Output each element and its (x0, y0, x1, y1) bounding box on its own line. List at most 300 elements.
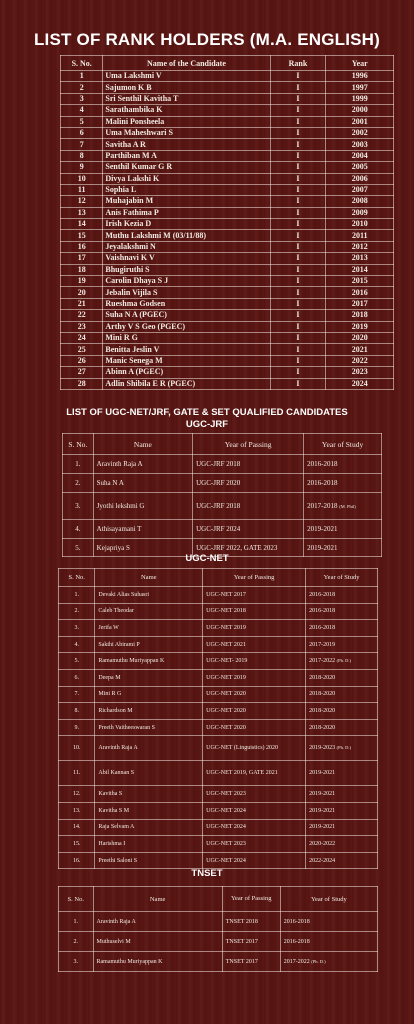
cell-name: Harishma I (95, 836, 203, 853)
table-row (61, 355, 394, 366)
col-header-pass: Year of Passing (203, 569, 306, 587)
cell-sno: 26 (61, 355, 103, 366)
cell-study (306, 620, 378, 637)
cell-name: Sophia L (103, 184, 270, 195)
cell-sno: 4. (63, 520, 94, 539)
cell-study (304, 493, 382, 520)
cell-year: 2016 (326, 287, 394, 298)
cell-rank: I (270, 230, 326, 241)
table-row (59, 669, 378, 686)
cell-sno: 3. (59, 952, 94, 972)
cell-sno: 15. (59, 836, 95, 853)
cell-name: Deepa M (95, 669, 203, 686)
table-row (59, 736, 378, 761)
cell-rank: I (270, 173, 326, 184)
study-years: 2016-2018 (307, 460, 338, 468)
table-row (59, 852, 378, 869)
cell-name: Mini R G (103, 332, 270, 343)
tnset-table (58, 886, 378, 972)
cell-pass: UGC-JRF 2018 (193, 493, 304, 520)
table-row (61, 173, 394, 184)
cell-sno: 17 (61, 253, 103, 264)
cell-study (306, 852, 378, 869)
cell-rank: I (270, 367, 326, 378)
cell-rank: I (270, 116, 326, 127)
cell-pass: UGC-NET 2020 (203, 686, 306, 703)
table-row (61, 105, 394, 116)
cell-pass: UGC-JRF 2022, GATE 2023 (193, 539, 304, 557)
table-row (59, 620, 378, 637)
cell-rank: I (270, 93, 326, 104)
study-years: 2018-2020 (309, 691, 336, 698)
table-row (61, 196, 394, 207)
cell-sno: 21 (61, 298, 103, 309)
study-note: (M. Phil) (339, 503, 356, 509)
cell-sno: 9. (59, 719, 95, 736)
cell-name: Kavitha S M (95, 802, 203, 819)
cell-pass: UGC-JRF 2020 (193, 474, 304, 493)
cell-name: Benitta Jeslin V (103, 344, 270, 355)
cell-pass: UGC-NET 2023 (203, 786, 306, 803)
cell-name: Malini Ponsheela (103, 116, 270, 127)
cell-name: Senthil Kumar G R (103, 162, 270, 173)
cell-sno: 10. (59, 736, 95, 761)
cell-sno: 27 (61, 367, 103, 378)
cell-name: Parthiban M A (103, 150, 270, 161)
cell-sno: 6. (59, 669, 95, 686)
cell-sno: 5. (59, 653, 95, 670)
cell-name: Abil Kannan S (95, 761, 203, 786)
study-years: 2019-2021 (309, 791, 336, 798)
table-row (59, 686, 378, 703)
cell-name: Athisayamani T (93, 520, 192, 539)
cell-rank: I (270, 321, 326, 332)
cell-name: Jeyalakshmi N (103, 241, 270, 252)
col-header-study: Year of Study (304, 434, 382, 455)
cell-rank: I (270, 241, 326, 252)
cell-name: Vaishnavi K V (103, 253, 270, 264)
study-years: 2019-2023 (309, 745, 336, 752)
table-row (59, 703, 378, 720)
cell-name: Ramamuthu Muriyappan K (93, 952, 222, 972)
table-row (61, 71, 394, 82)
cell-sno: 2 (61, 82, 103, 93)
cell-name: Muhajabin M (103, 196, 270, 207)
table-row (61, 321, 394, 332)
table-row (59, 719, 378, 736)
cell-study (306, 587, 378, 604)
cell-pass: UGC-JRF 2018 (193, 455, 304, 474)
page-title: LIST OF RANK HOLDERS (M.A. ENGLISH) (33, 30, 381, 49)
cell-pass: TNSET 2017 (222, 932, 280, 952)
col-header-name: Name (93, 434, 192, 455)
cell-name: Uma Maheshwari S (103, 127, 270, 138)
cell-sno: 8. (59, 703, 95, 720)
col-header-sno: S. No. (59, 569, 95, 587)
cell-pass: UGC-NET 2021 (203, 636, 306, 653)
cell-name: Anis Fathima P (103, 207, 270, 218)
cell-rank: I (270, 298, 326, 309)
cell-name: Aravinth Raja A (93, 455, 192, 474)
cell-name: Jyothi lekshmi G (93, 493, 192, 520)
cell-name: Irish Kezia D (103, 219, 270, 230)
cell-pass: UGC-NET 2024 (203, 802, 306, 819)
cell-sno: 11. (59, 761, 95, 786)
cell-sno: 1. (59, 912, 94, 932)
cell-sno: 3. (63, 493, 94, 520)
cell-year: 1996 (326, 71, 394, 82)
cell-year: 2023 (326, 367, 394, 378)
cell-pass: UGC-NET 2019, GATE 2021 (203, 761, 306, 786)
cell-pass: UGC-NET- 2019 (203, 653, 306, 670)
cell-study (306, 719, 378, 736)
cell-rank: I (270, 355, 326, 366)
cell-rank: I (270, 71, 326, 82)
cell-name: Richardson M (95, 703, 203, 720)
table-row (61, 378, 394, 389)
cell-sno: 2. (59, 603, 95, 620)
table-row (59, 912, 378, 932)
cell-pass: UGC-NET 2024 (203, 819, 306, 836)
cell-year: 2021 (326, 344, 394, 355)
cell-rank: I (270, 332, 326, 343)
study-years: 2018-2020 (309, 707, 336, 714)
col-header-year: Year (326, 56, 394, 71)
study-years: 2016-2018 (307, 479, 338, 487)
cell-name: Carolin Dhaya S J (103, 276, 270, 287)
cell-sno: 22 (61, 310, 103, 321)
study-years: 2018-2020 (309, 674, 336, 681)
cell-rank: I (270, 264, 326, 275)
cell-study (304, 474, 382, 493)
cell-study (306, 669, 378, 686)
cell-name: Adlin Shibila E R (PGEC) (103, 378, 270, 389)
cell-study (306, 603, 378, 620)
study-years: 2019-2021 (309, 807, 336, 814)
cell-name: Aravinth Raja A (95, 736, 203, 761)
cell-name: Jerifa W (95, 620, 203, 637)
table-row (61, 82, 394, 93)
cell-sno: 1 (61, 71, 103, 82)
cell-study (306, 703, 378, 720)
table-row (61, 139, 394, 150)
rank-holders-table (60, 55, 394, 390)
table-row (59, 653, 378, 670)
study-years: 2018-2020 (309, 724, 336, 731)
cell-pass: UGC-NET 2020 (203, 719, 306, 736)
table-row (61, 162, 394, 173)
cell-rank: I (270, 82, 326, 93)
cell-year: 2015 (326, 276, 394, 287)
table-row (61, 184, 394, 195)
cell-sno: 20 (61, 287, 103, 298)
cell-study (306, 786, 378, 803)
table-row (59, 932, 378, 952)
cell-sno: 19 (61, 276, 103, 287)
cell-sno: 3 (61, 93, 103, 104)
cell-name: Sajumon K B (103, 82, 270, 93)
study-years: 2017-2022 (283, 958, 310, 965)
study-years: 2019-2021 (309, 770, 336, 777)
cell-pass: UGC-NET 2019 (203, 669, 306, 686)
cell-study (306, 819, 378, 836)
cell-year: 2017 (326, 298, 394, 309)
table-row (59, 952, 378, 972)
cell-name: Rueshma Godsen (103, 298, 270, 309)
cell-sno: 8 (61, 150, 103, 161)
cell-year: 2000 (326, 105, 394, 116)
cell-year: 2011 (326, 230, 394, 241)
cell-sno: 7. (59, 686, 95, 703)
table-row (61, 298, 394, 309)
table-row (63, 520, 382, 539)
cell-name: Jebalin Vijila S (103, 287, 270, 298)
cell-sno: 2. (59, 932, 94, 952)
cell-pass: UGC-NET 2018 (203, 603, 306, 620)
section-heading: LIST OF UGC-NET/JRF, GATE & SET QUALIFIED CANDIDATES (66, 407, 348, 418)
col-header-pass: Year of Passing (193, 434, 304, 455)
cell-study (306, 736, 378, 761)
cell-study (306, 836, 378, 853)
table-row (59, 636, 378, 653)
col-header-name: Name of the Candidate (103, 56, 270, 71)
table-row (63, 493, 382, 520)
cell-name: Preeth Vaitheeswaran S (95, 719, 203, 736)
cell-name: Sarathambika K (103, 105, 270, 116)
cell-rank: I (270, 127, 326, 138)
cell-sno: 6 (61, 127, 103, 138)
table-row (61, 207, 394, 218)
cell-pass: UGC-NET 2020 (203, 703, 306, 720)
cell-name: Muthuselvi M (93, 932, 222, 952)
cell-rank: I (270, 310, 326, 321)
table-row (63, 474, 382, 493)
cell-sno: 4 (61, 105, 103, 116)
cell-rank: I (270, 196, 326, 207)
study-note: (Ph. D.) (336, 745, 351, 751)
ugc-jrf-table (62, 433, 382, 557)
cell-sno: 16 (61, 241, 103, 252)
cell-sno: 1. (59, 587, 95, 604)
study-years: 2016-2018 (309, 608, 336, 615)
cell-rank: I (270, 287, 326, 298)
cell-year: 2009 (326, 207, 394, 218)
cell-sno: 11 (61, 184, 103, 195)
cell-name: Devaki Alias Suhasri (95, 587, 203, 604)
cell-rank: I (270, 219, 326, 230)
cell-pass: UGC-NET 2023 (203, 836, 306, 853)
table-row (61, 93, 394, 104)
cell-name: Abinn A (PGEC) (103, 367, 270, 378)
cell-sno: 3. (59, 620, 95, 637)
cell-study (306, 636, 378, 653)
table-row (59, 761, 378, 786)
cell-name: Arthy V S Geo (PGEC) (103, 321, 270, 332)
table-row (59, 603, 378, 620)
cell-year: 2013 (326, 253, 394, 264)
ugc-net-table (58, 568, 378, 869)
cell-rank: I (270, 344, 326, 355)
cell-rank: I (270, 253, 326, 264)
cell-study (306, 802, 378, 819)
cell-pass: UGC-JRF 2024 (193, 520, 304, 539)
study-years: 2019-2021 (309, 824, 336, 831)
cell-pass: UGC-NET 2017 (203, 587, 306, 604)
cell-pass: UGC-NET 2024 (203, 852, 306, 869)
cell-name: Aravinth Raja A (93, 912, 222, 932)
cell-pass: TNSET 2018 (222, 912, 280, 932)
cell-study (304, 455, 382, 474)
cell-sno: 14 (61, 219, 103, 230)
col-header-rank: Rank (270, 56, 326, 71)
study-years: 2019-2021 (307, 525, 338, 533)
cell-year: 2007 (326, 184, 394, 195)
cell-name: Muthu Lakshmi M (03/11/88) (103, 230, 270, 241)
study-years: 2016-2018 (309, 591, 336, 598)
cell-sno: 9 (61, 162, 103, 173)
cell-sno: 13. (59, 802, 95, 819)
cell-year: 1997 (326, 82, 394, 93)
study-years: 2016-2018 (309, 624, 336, 631)
cell-sno: 25 (61, 344, 103, 355)
cell-sno: 24 (61, 332, 103, 343)
table-row (61, 127, 394, 138)
cell-year: 1999 (326, 93, 394, 104)
cell-study (280, 912, 377, 932)
cell-name: Kavitha S (95, 786, 203, 803)
table-row (61, 230, 394, 241)
col-header-sno: S. No. (63, 434, 94, 455)
cell-name: Divya Lakshi K (103, 173, 270, 184)
cell-year: 2020 (326, 332, 394, 343)
cell-year: 2008 (326, 196, 394, 207)
table-row (61, 253, 394, 264)
cell-sno: 10 (61, 173, 103, 184)
table-row (61, 310, 394, 321)
table-row (61, 332, 394, 343)
cell-year: 2001 (326, 116, 394, 127)
cell-rank: I (270, 276, 326, 287)
study-years: 2017-2018 (307, 501, 338, 510)
ugc-net-heading: UGC-NET (185, 553, 229, 564)
cell-name: Sri Senthil Kavitha T (103, 93, 270, 104)
cell-name: Manic Senega M (103, 355, 270, 366)
cell-name: Caleb Theodar (95, 603, 203, 620)
cell-sno: 7 (61, 139, 103, 150)
study-years: 2017-2019 (309, 641, 336, 648)
cell-name: Savitha A R (103, 139, 270, 150)
cell-sno: 15 (61, 230, 103, 241)
cell-study (304, 520, 382, 539)
study-years: 2016-2018 (283, 938, 310, 945)
table-row (59, 802, 378, 819)
table-row (61, 264, 394, 275)
table-row (61, 241, 394, 252)
table-row (61, 116, 394, 127)
cell-year: 2002 (326, 127, 394, 138)
table-row (61, 150, 394, 161)
cell-sno: 16. (59, 852, 95, 869)
table-row (59, 836, 378, 853)
cell-study (280, 952, 377, 972)
study-note: (Ph. D.) (311, 958, 326, 964)
cell-name: Mini R G (95, 686, 203, 703)
cell-sno: 1. (63, 455, 94, 474)
table-row (63, 455, 382, 474)
col-header-name: Name (93, 887, 222, 912)
table-row (59, 786, 378, 803)
cell-rank: I (270, 162, 326, 173)
table-row (59, 587, 378, 604)
col-header-sno: S. No. (61, 56, 103, 71)
cell-year: 2019 (326, 321, 394, 332)
table-row (61, 276, 394, 287)
col-header-sno: S. No. (59, 887, 94, 912)
cell-sno: 5. (63, 539, 94, 557)
cell-year: 2003 (326, 139, 394, 150)
col-header-name: Name (95, 569, 203, 587)
cell-name: Bhugiruthi S (103, 264, 270, 275)
cell-year: 2005 (326, 162, 394, 173)
cell-name: Preethi Saloni S (95, 852, 203, 869)
table-row (61, 367, 394, 378)
table-row (61, 219, 394, 230)
study-years: 2019-2021 (307, 543, 338, 552)
cell-name: Raja Selvam A (95, 819, 203, 836)
table-row (61, 287, 394, 298)
cell-sno: 5 (61, 116, 103, 127)
cell-study (306, 653, 378, 670)
ugc-jrf-heading: UGC-JRF (185, 419, 229, 430)
cell-year: 2010 (326, 219, 394, 230)
col-header-pass: Year of Passing (222, 887, 280, 912)
cell-study (306, 761, 378, 786)
cell-rank: I (270, 105, 326, 116)
cell-year: 2014 (326, 264, 394, 275)
study-years: 2016-2018 (283, 918, 310, 925)
cell-name: Ramamuthu Muriyappan K (95, 653, 203, 670)
cell-rank: I (270, 207, 326, 218)
cell-name: Suha N A (PGEC) (103, 310, 270, 321)
cell-sno: 12 (61, 196, 103, 207)
cell-name: Suha N A (93, 474, 192, 493)
cell-name: Kejapriya S (93, 539, 192, 557)
cell-rank: I (270, 378, 326, 389)
cell-year: 2006 (326, 173, 394, 184)
study-years: 2020-2022 (309, 840, 336, 847)
study-years: 2017-2022 (309, 658, 336, 665)
table-row (61, 344, 394, 355)
cell-pass: TNSET 2017 (222, 952, 280, 972)
cell-pass: UGC-NET (Linguistics) 2020 (203, 736, 306, 761)
cell-year: 2012 (326, 241, 394, 252)
cell-sno: 28 (61, 378, 103, 389)
cell-year: 2018 (326, 310, 394, 321)
study-note: (Ph. D.) (336, 658, 351, 664)
cell-sno: 4. (59, 636, 95, 653)
cell-year: 2024 (326, 378, 394, 389)
cell-sno: 18 (61, 264, 103, 275)
cell-year: 2004 (326, 150, 394, 161)
cell-year: 2022 (326, 355, 394, 366)
col-header-study: Year of Study (306, 569, 378, 587)
cell-name: Sakthi Abirami P (95, 636, 203, 653)
cell-name: Uma Lakshmi V (103, 71, 270, 82)
cell-study (280, 932, 377, 952)
study-years: 2022-2024 (309, 857, 336, 864)
col-header-study: Year of Study (280, 887, 377, 912)
cell-sno: 2. (63, 474, 94, 493)
